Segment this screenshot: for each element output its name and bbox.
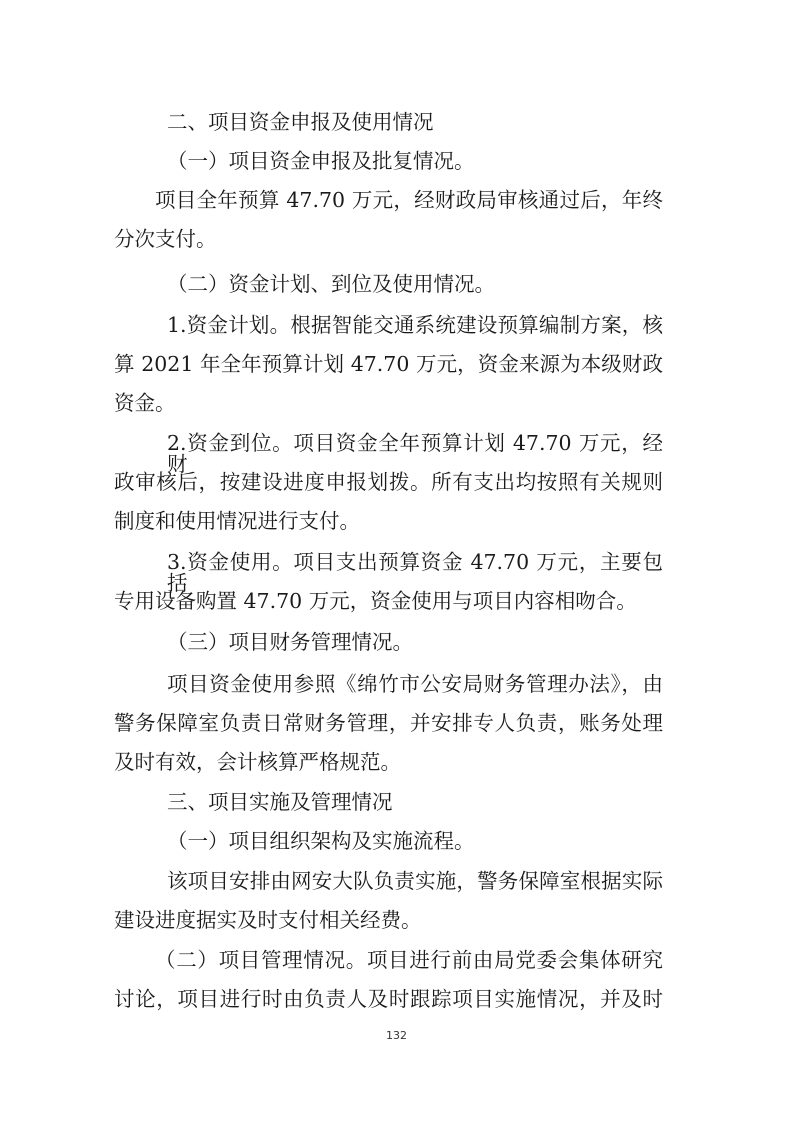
section-heading-2: 二、项目资金申报及使用情况 (167, 110, 434, 134)
subsection-title-2-1: （一）项目资金申报及批复情况。 (167, 149, 475, 173)
page-number: 132 (386, 1029, 407, 1042)
item-3-line-2: 专用设备购置 47.70 万元，资金使用与项目内容相吻合。 (114, 589, 637, 613)
subsection-title-2-3: （三）项目财务管理情况。 (167, 630, 413, 654)
item-1-line-1: 1.资金计划。根据智能交通系统建设预算编制方案，核 (167, 313, 663, 337)
item-2-line-1: 2.资金到位。项目资金全年预算计划 47.70 万元，经财 (167, 431, 663, 476)
item-3-line-1: 3.资金使用。项目支出预算资金 47.70 万元，主要包括 (167, 550, 663, 595)
paragraph-2-1-line-2: 分次支付。 (114, 227, 217, 251)
paragraph-3-1-line-1: 该项目安排由网安大队负责实施，警务保障室根据实际 (167, 869, 663, 893)
paragraph-2-3-line-3: 及时有效，会计核算严格规范。 (114, 750, 401, 774)
item-1-line-3: 资金。 (114, 391, 176, 415)
subsection-title-2-2: （二）资金计划、到位及使用情况。 (167, 272, 495, 296)
paragraph-2-3-line-1: 项目资金使用参照《绵竹市公安局财务管理办法》，由 (167, 672, 663, 696)
item-1-line-2: 算 2021 年全年预算计划 47.70 万元，资金来源为本级财政 (114, 352, 663, 376)
paragraph-3-2-line-1: （二）项目管理情况。项目进行前由局党委会集体研究 (155, 948, 663, 972)
item-2-line-3: 制度和使用情况进行支付。 (114, 509, 360, 533)
section-heading-3: 三、项目实施及管理情况 (167, 790, 393, 814)
item-2-line-2: 政审核后，按建设进度申报划拨。所有支出均按照有关规则 (114, 470, 663, 494)
paragraph-2-1-line-1: 项目全年预算 47.70 万元，经财政局审核通过后，年终 (155, 188, 663, 212)
subsection-title-3-1: （一）项目组织架构及实施流程。 (167, 829, 475, 853)
paragraph-2-3-line-2: 警务保障室负责日常财务管理，并安排专人负责，账务处理 (114, 711, 663, 735)
paragraph-3-2-line-2: 讨论，项目进行时由负责人及时跟踪项目实施情况，并及时 (114, 987, 663, 1011)
paragraph-3-1-line-2: 建设进度据实及时支付相关经费。 (114, 908, 422, 932)
